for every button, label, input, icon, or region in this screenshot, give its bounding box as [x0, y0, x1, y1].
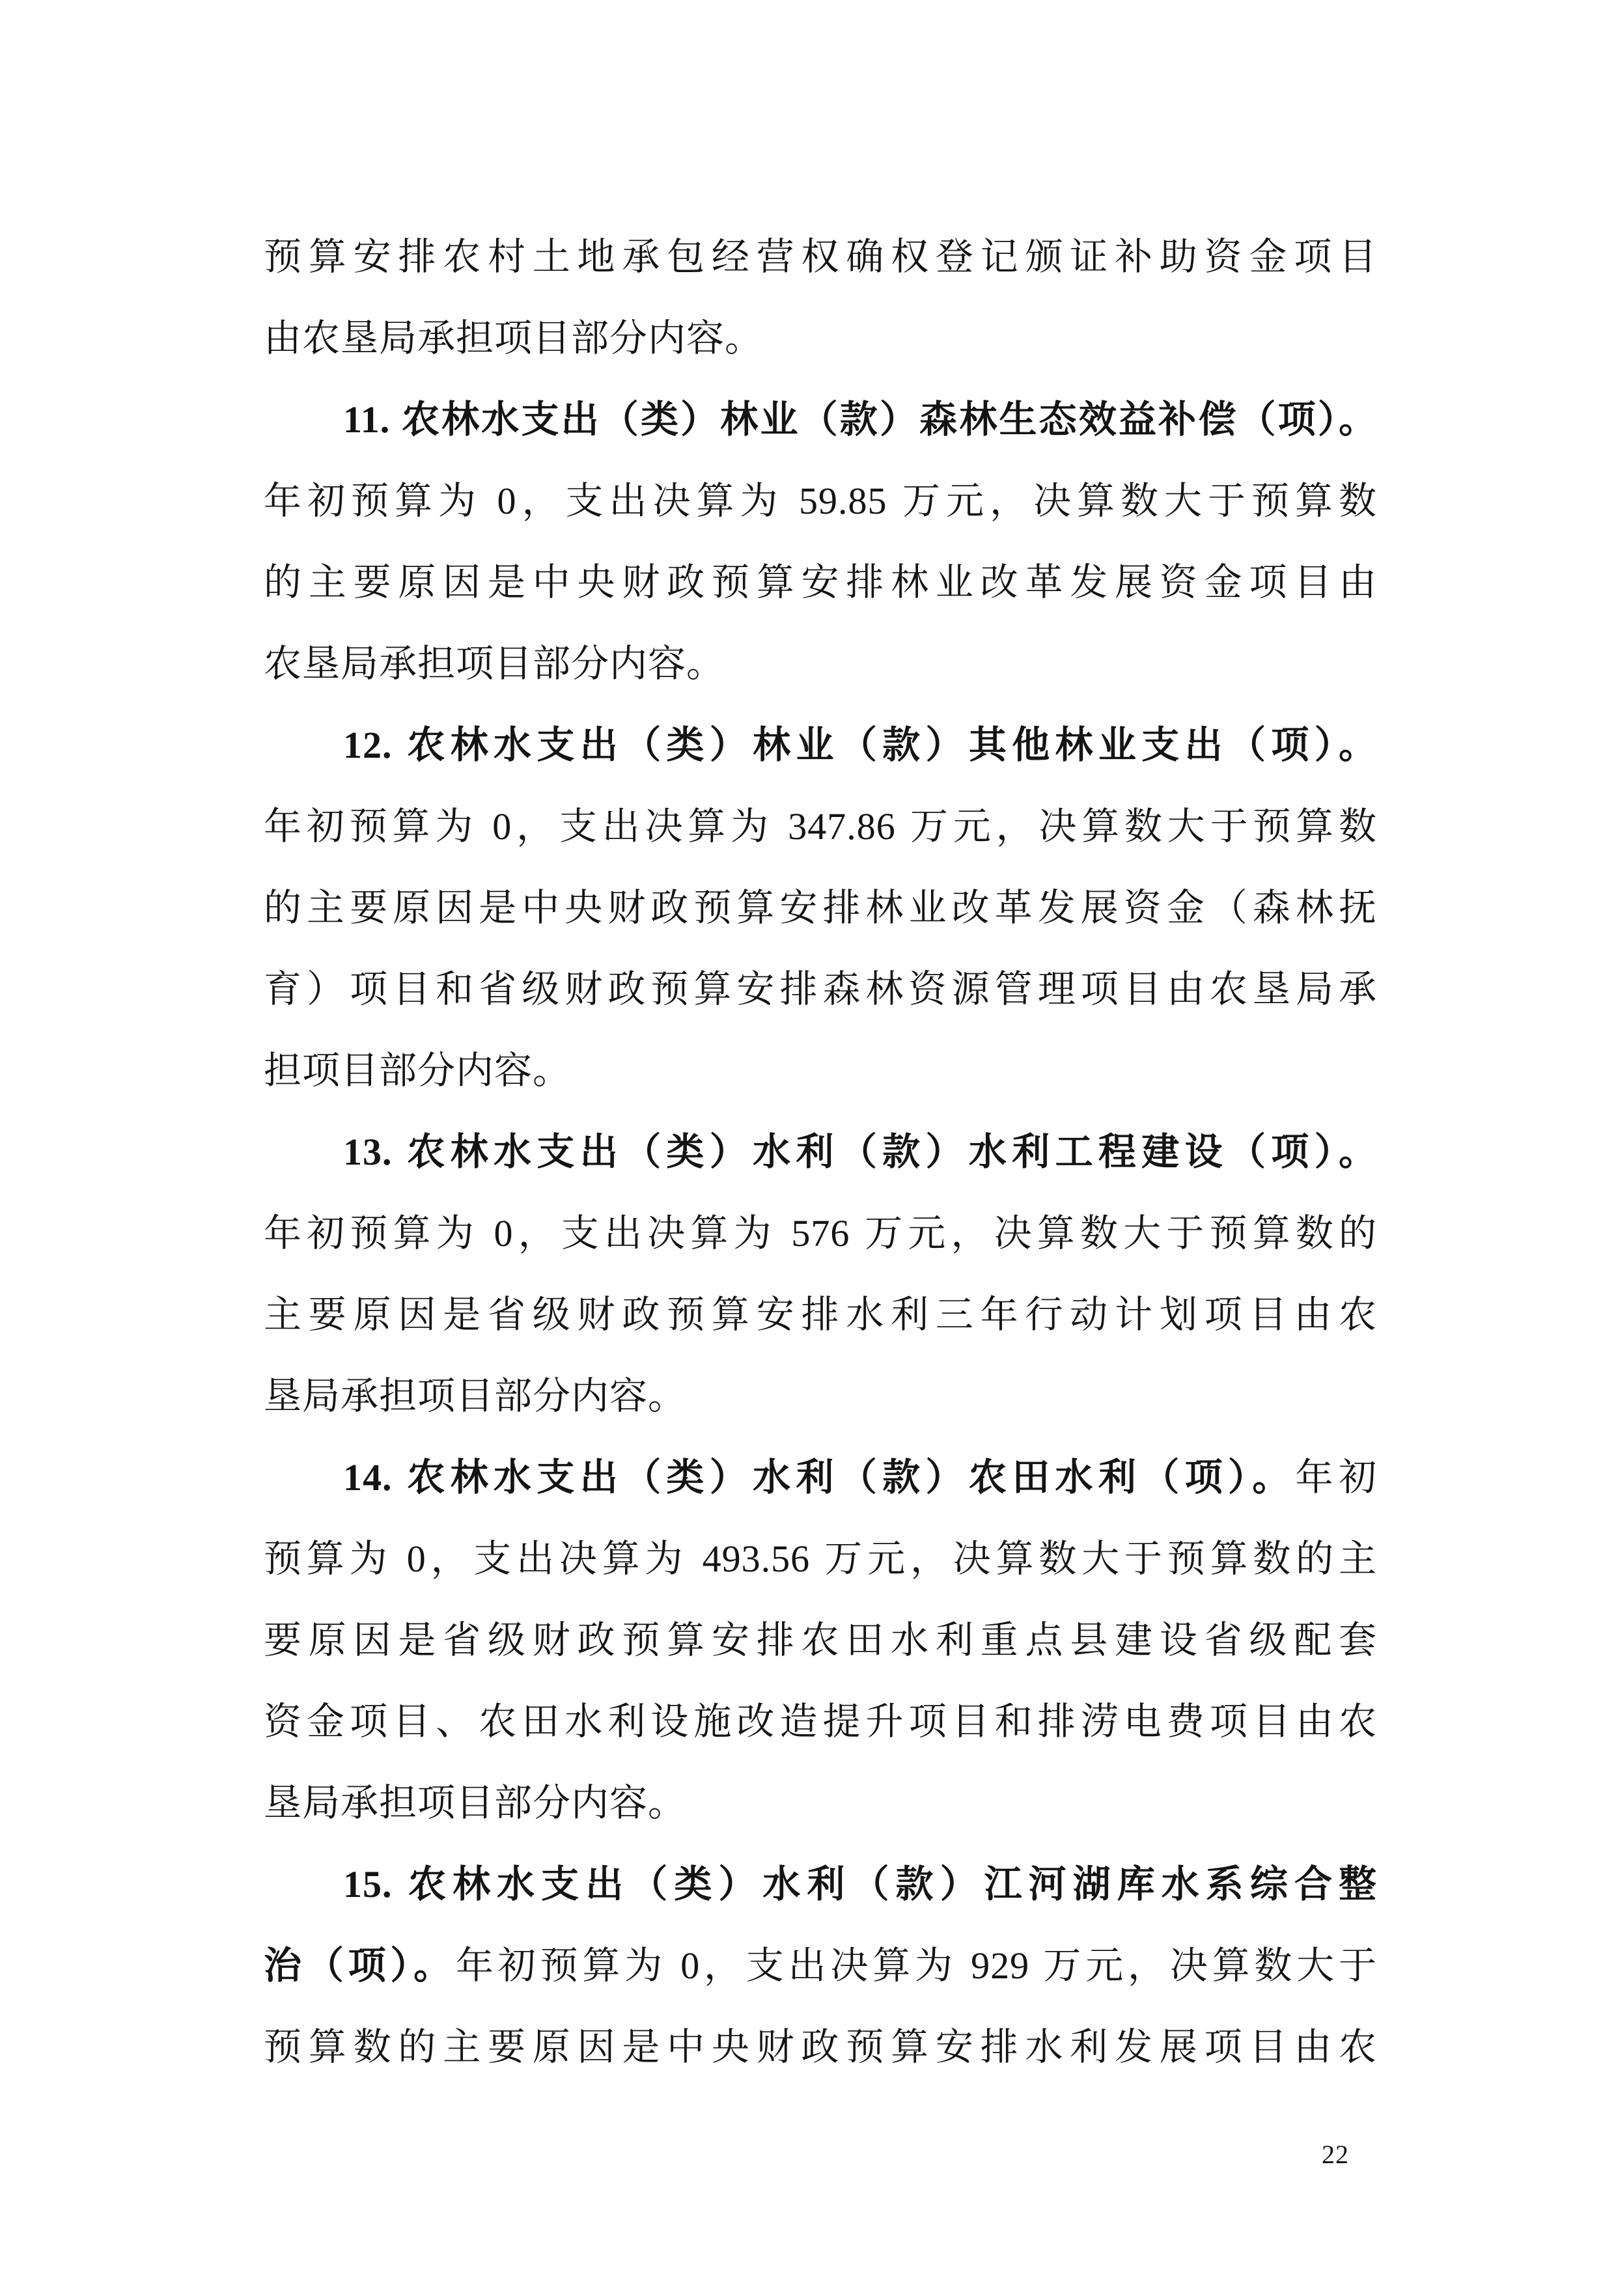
paragraph-item-14 [264, 1437, 1377, 1844]
text-line [264, 1844, 1377, 1925]
paragraph-item-15 [264, 1844, 1377, 2088]
body-segment: 主要原因是省级财政预算安排水利三年行动计划项目由农 [264, 1293, 1377, 1336]
body-segment: 预算安排农村土地承包经营权确权登记颁证补助资金项目 [264, 236, 1377, 278]
body-segment: 垦局承担项目部分内容。 [264, 1782, 687, 1824]
body-segment: 农垦局承担项目部分内容。 [264, 643, 725, 685]
text-line [264, 1030, 1377, 1111]
body-segment: 要原因是省级财政预算安排农田水利重点县建设省级配套 [264, 1619, 1377, 1661]
paragraph-continuation [264, 216, 1377, 379]
heading-segment: 14. 农林水支出（类）水利（款）农田水利（项）。 [343, 1456, 1296, 1499]
text-line [264, 1599, 1377, 1681]
body-segment: 由农垦局承担项目部分内容。 [264, 317, 764, 359]
text-line [264, 297, 1377, 379]
text-line [264, 1681, 1377, 1762]
text-line [264, 1762, 1377, 1844]
body-segment: 年初预算为 0，支出决算为 59.85 万元，决算数大于预算数 [264, 480, 1377, 522]
body-segment: 年初预算为 0，支出决算为 347.86 万元，决算数大于预算数 [264, 805, 1377, 848]
text-line [264, 1925, 1377, 2006]
paragraph-item-12 [264, 704, 1377, 1111]
body-segment: 预算为 0，支出决算为 493.56 万元，决算数大于预算数的主 [264, 1538, 1377, 1580]
text-line [264, 1518, 1377, 1599]
text-line [264, 948, 1377, 1030]
body-segment: 的主要原因是中央财政预算安排林业改革发展资金项目由 [264, 561, 1377, 603]
text-line [264, 1111, 1377, 1193]
text-line [264, 704, 1377, 786]
body-segment: 育）项目和省级财政预算安排森林资源管理项目由农垦局承 [264, 968, 1377, 1010]
heading-segment: 15. 农林水支出（类）水利（款）江河湖库水系综合整 [343, 1863, 1377, 1905]
body-segment: 年初预算为 0，支出决算为 929 万元，决算数大于 [455, 1944, 1377, 1987]
heading-segment: 13. 农林水支出（类）水利（款）水利工程建设（项）。 [343, 1131, 1377, 1173]
body-segment: 垦局承担项目部分内容。 [264, 1375, 687, 1417]
text-line [264, 1274, 1377, 1355]
page-number: 22 [1322, 2140, 1349, 2169]
text-line [264, 2006, 1377, 2088]
heading-segment: 11. 农林水支出（类）林业（款）森林生态效益补偿（项）。 [343, 398, 1377, 441]
heading-segment: 12. 农林水支出（类）林业（款）其他林业支出（项）。 [343, 724, 1377, 766]
body-segment: 担项目部分内容。 [264, 1049, 572, 1092]
heading-segment: 治（项）。 [264, 1944, 456, 1987]
text-block [264, 216, 1377, 2088]
text-line [264, 867, 1377, 948]
body-segment: 年初预算为 0，支出决算为 576 万元，决算数大于预算数的 [264, 1212, 1377, 1254]
text-line [264, 542, 1377, 623]
paragraph-item-11 [264, 379, 1377, 704]
text-line [264, 1437, 1377, 1518]
body-segment: 资金项目、农田水利设施改造提升项目和排涝电费项目由农 [264, 1700, 1377, 1743]
text-line [264, 460, 1377, 542]
text-line [264, 379, 1377, 460]
text-line [264, 786, 1377, 867]
text-line [264, 1355, 1377, 1437]
paragraph-item-13 [264, 1111, 1377, 1437]
body-segment: 年初 [1295, 1456, 1377, 1499]
body-segment: 预算数的主要原因是中央财政预算安排水利发展项目由农 [264, 2026, 1377, 2068]
text-line [264, 216, 1377, 297]
text-line [264, 623, 1377, 704]
body-segment: 的主要原因是中央财政预算安排林业改革发展资金（森林抚 [264, 887, 1377, 929]
text-line [264, 1193, 1377, 1274]
